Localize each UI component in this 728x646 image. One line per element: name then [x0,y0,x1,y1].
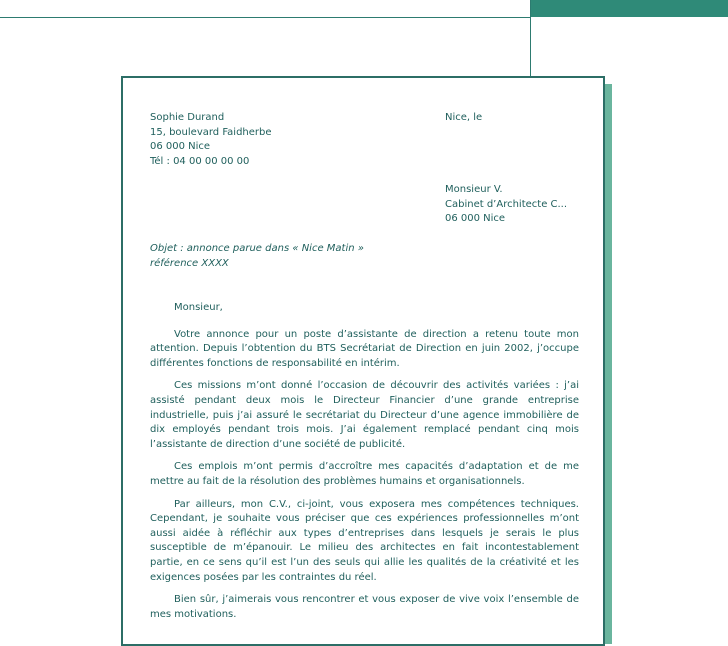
paragraph: Ces missions m’ont donné l’occasion de découvrir des activités variées : j’ai assisté pendant deux mois le Directeur Financier d’une grande entreprise industrielle, puis j’ai assuré le secrétariat du Directeur d’une agence immobilière de dix employés pendant trois mois. J’ai également remplacé pendant cinq mois l’assistante de direction d’une société de publicité. [150,380,579,450]
sender-phone: Tél : 04 00 00 00 00 [150,155,250,167]
subject-reference: référence XXXX [150,257,229,269]
header-color-band [531,0,728,17]
place-date: Nice, le [445,112,483,123]
subject-line: Objet : annonce parue dans « Nice Matin » [150,243,364,254]
header-rule [0,17,530,18]
letter-body [150,301,579,630]
recipient-name: Monsieur V. [445,184,503,195]
recipient-block [445,183,567,227]
sender-name: Sophie Durand [150,112,225,123]
recipient-company: Cabinet d’Architecte C... [445,198,568,210]
paragraph: Ces emplois m’ont permis d’accroître mes capacités d’adaptation et de me mettre au fait de la résolution des problèmes humains et organisationnels. [150,461,579,487]
sender-city: 06 000 Nice [150,141,211,153]
salutation: Monsieur, [174,302,223,313]
recipient-city: 06 000 Nice [445,213,506,225]
sender-block [150,111,272,169]
sender-street: 15, boulevard Faidherbe [150,126,272,138]
paragraph: Par ailleurs, mon C.V., ci-joint, vous exposera mes compétences techniques. Cependant, je souhaite vous préciser que ces expériences professionnelles m’ont aussi aidée à réfléchir aux types d’entreprises dans lesquels je serais le plus susceptible de m’épanouir. Le milieu des architectes en fait incontestablement partie, en ce sens qu’il est l’un des seuls qui allie les qualités de la créativité et les exigences posées par les contraintes du réel. [150,498,579,583]
letter-page [121,76,605,646]
paragraph: Votre annonce pour un poste d’assistante de direction a retenu toute mon attention. Depuis l’obtention du BTS Secrétariat de Direction en juin 2002, j’occupe différentes fonctions de responsabilité en intérim. [150,328,579,369]
subject-block [150,242,364,271]
paragraph: Bien sûr, j’aimerais vous rencontrer et vous exposer de vive voix l’ensemble de mes motivations. [150,594,579,620]
